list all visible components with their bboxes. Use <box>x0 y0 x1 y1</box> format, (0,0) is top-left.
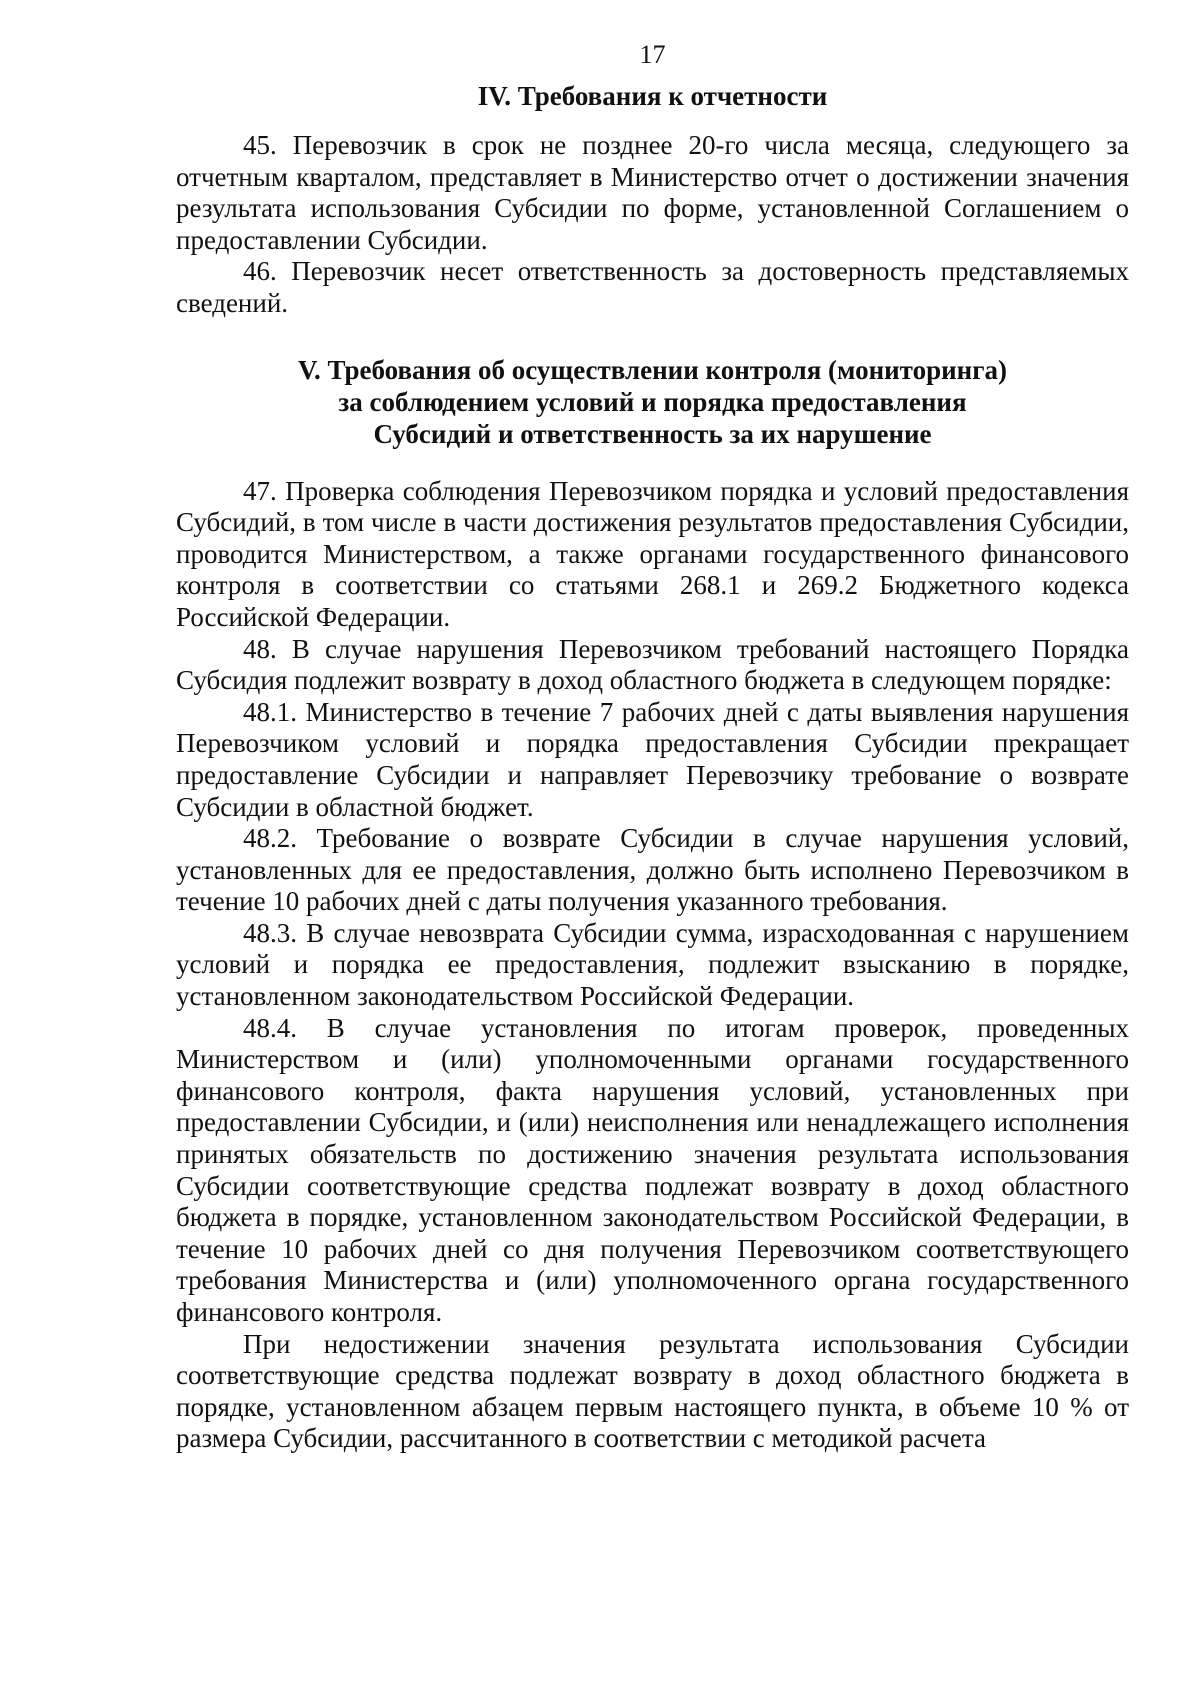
paragraph-48-4: 48.4. В случае установления по итогам проверок, проведенных Министерством и (или) уполномоченными органами государственного финансового контроля, факта нарушения условий, установленных при предоставлении Субсидии, и (или) неисполнения или ненадлежащего исполнения принятых обязательств по достижению значения результата использования Субсидии соответствующие средства подлежат возврату в доход областного бюджета в порядке, установленном законодательством Российской Федерации, в течение 10 рабочих дней со дня получения Перевозчиком соответствующего требования Министерства и (или) уполномоченного органа государственного финансового контроля. <box>176 1012 1129 1327</box>
paragraph-48: 48. В случае нарушения Перевозчиком требований настоящего Порядка Субсидия подлежит возврату в доход областного бюджета в следующем порядке: <box>176 633 1129 696</box>
paragraph-48-3: 48.3. В случае невозврата Субсидии сумма, израсходованная с нарушением условий и порядка ее предоставления, подлежит взысканию в порядке, установленном законодательством Российской Федерации. <box>176 917 1129 1012</box>
paragraph-47: 47. Проверка соблюдения Перевозчиком порядка и условий предоставления Субсидий, в том числе в части достижения результатов предоставления Субсидии, проводится Министерством, а также органами государственного финансового контроля в соответствии со статьями 268.1 и 269.2 Бюджетного кодекса Российской Федерации. <box>176 475 1129 632</box>
paragraph-46: 46. Перевозчик несет ответственность за достоверность представляемых сведений. <box>176 256 1129 318</box>
section-4-title: IV. Требования к отчетности <box>477 81 828 111</box>
section-5-title <box>176 354 1129 450</box>
section-5 <box>176 354 1129 1455</box>
section-5-title-line-2: за соблюдением условий и порядка предоставления <box>338 386 967 417</box>
document-page <box>176 40 1129 1455</box>
section-5-title-line-3: Субсидий и ответственность за их нарушение <box>373 418 932 449</box>
page-number: 17 <box>639 40 666 69</box>
section-4 <box>176 80 1129 320</box>
section-5-title-line-1: V. Требования об осуществлении контроля (мониторинга) <box>298 354 1007 385</box>
paragraph-48-1: 48.1. Министерство в течение 7 рабочих дней с даты выявления нарушения Перевозчиком условий и порядка предоставления Субсидии прекращает предоставление Субсидии и направляет Перевозчику требование о возврате Субсидии в областной бюджет. <box>176 696 1129 822</box>
paragraph-48-4-second: При недостижении значения результата использования Субсидии соответствующие средства подлежат возврату в доход областного бюджета в порядке, установленном абзацем первым настоящего пункта, в объеме 10 % от размера Субсидии, рассчитанного в соответствии с методикой расчета <box>176 1328 1129 1454</box>
paragraph-48-2: 48.2. Требование о возврате Субсидии в случае нарушения условий, установленных для ее предоставления, должно быть исполнено Перевозчиком в течение 10 рабочих дней с даты получения указанного требования. <box>176 823 1129 917</box>
paragraph-45: 45. Перевозчик в срок не позднее 20-го числа месяца, следующего за отчетным кварталом, представляет в Министерство отчет о достижении значения результата использования Субсидии по форме, установленной Соглашением о предоставлении Субсидии. <box>176 130 1129 255</box>
